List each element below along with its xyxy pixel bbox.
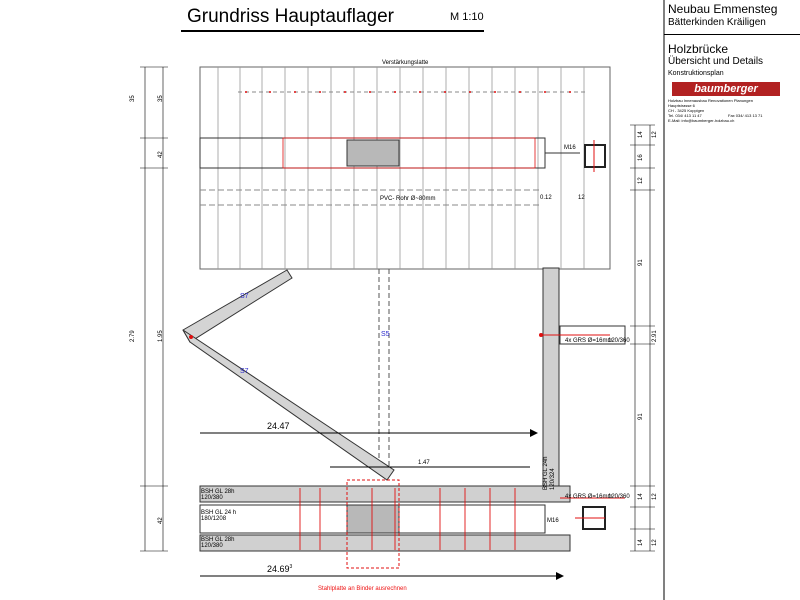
bolt-box-upper [585, 145, 605, 167]
title-underline [181, 30, 484, 32]
right-dim-91a: 91 [638, 259, 644, 266]
left-dim-42a: 42 [158, 151, 164, 158]
rod-upper-label: 4x GRS Ø=16mm [565, 338, 613, 344]
title-sep-1 [664, 34, 800, 35]
company-email: E-Mail: info@baumberger-holzbau.ch [668, 118, 735, 123]
beam-3-name: BSH GL 28h [201, 537, 235, 543]
rod-lower-label: 4x GRS Ø=16mm [565, 494, 613, 500]
company-fax: Fax 034/ 413 13 71 [728, 113, 763, 118]
beam-2-name: BSH GL 24 h [201, 510, 237, 516]
right-dim-14b: 14 [638, 493, 644, 500]
company-line2: Hauptstrasse 6 [668, 103, 695, 108]
beam-core [347, 505, 399, 533]
dim-2447: 24.47 [267, 421, 290, 431]
company-line1: Holzbau Innenausbau Renovationen Planungen [668, 98, 753, 103]
left-dim-chain [140, 67, 168, 551]
cross-beam-red-band [283, 138, 535, 168]
page-title: Grundriss Hauptauflager [187, 6, 394, 27]
left-dim-35b: 35 [158, 95, 164, 102]
left-dim-42b: 42 [158, 517, 164, 524]
scale-label: M 1:10 [450, 11, 484, 23]
project-location: Bätterkinden Kräiligen [668, 17, 766, 28]
rod-lower-size: 120/360 [608, 494, 630, 500]
dim-012: 0.12 [540, 195, 552, 201]
bolt-upper-label: M16 [564, 145, 576, 151]
right-dim-91b: 91 [638, 413, 644, 420]
rod-upper-size: 120/360 [608, 338, 630, 344]
member-s7-upper [183, 270, 292, 342]
right-dim-12d: 12 [652, 539, 658, 546]
right-dim-12a: 12 [652, 131, 658, 138]
rod-vertical-size: 120/324 [550, 468, 556, 490]
right-dim-14a: 14 [638, 131, 644, 138]
dim-2469: 24.69$^3$ [267, 564, 293, 574]
beam-1-size: 120/380 [201, 495, 223, 501]
pipe-label: PVC- Rohr Ø~80mm [380, 196, 436, 202]
beam-1 [200, 486, 570, 502]
right-dim-291: 2.91 [652, 330, 658, 342]
right-dim-12b: 12 [638, 177, 644, 184]
plan-subject: Holzbrücke [668, 42, 729, 56]
bolt-lower-label: M16 [547, 518, 559, 524]
company-phone: Tel. 034/ 413 11 47 [668, 113, 702, 118]
left-dim-195: 1.95 [158, 330, 164, 342]
beam-3-size: 120/380 [201, 543, 223, 549]
member-s7-upper-label: S7 [240, 293, 249, 300]
plan-type: Konstruktionsplan [668, 70, 724, 77]
steel-note: Stahlplatte an Binder ausrechnen [318, 586, 407, 592]
right-dim-12c: 12 [652, 493, 658, 500]
member-s7-lower-label: S7 [240, 368, 249, 375]
label-top: Verstärkungslatte [382, 60, 429, 66]
beam-1-name: BSH GL 28h [201, 489, 235, 495]
left-dim-279: 2.79 [130, 330, 136, 342]
company-logo: baumberger [672, 82, 780, 96]
dim-2469-sup: 3 [289, 564, 293, 570]
rod-vertical-label: BSH GL 24h [543, 456, 549, 490]
beam-2-size: 180/1208 [201, 516, 227, 522]
member-s7-lower [183, 330, 394, 480]
company-line3: CH - 3425 Koppigen [668, 108, 705, 113]
member-s5-label: S5 [381, 331, 390, 338]
project-name: Neubau Emmensteg [668, 2, 778, 16]
right-dim-16: 16 [638, 154, 644, 161]
plan-subtitle: Übersicht und Details [668, 56, 764, 67]
left-dim-35a: 35 [130, 95, 136, 102]
right-post [543, 268, 559, 488]
dim-147: 1.47 [418, 460, 430, 466]
beam-3 [200, 535, 570, 551]
cross-beam-core [347, 140, 399, 166]
dim-12: 12 [578, 195, 585, 201]
right-dim-14c: 14 [638, 539, 644, 546]
